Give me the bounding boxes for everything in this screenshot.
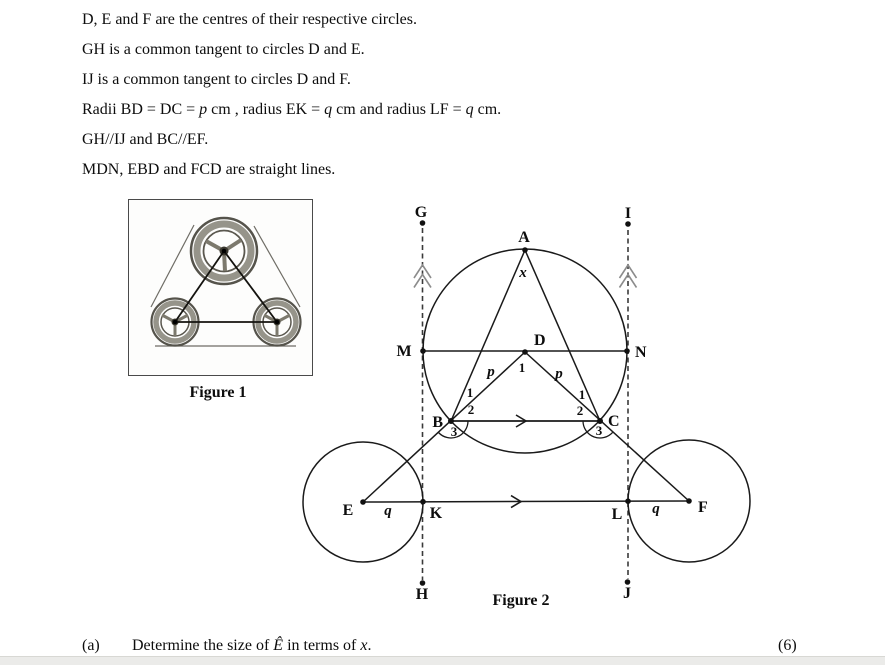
label-c: C bbox=[608, 413, 620, 430]
question-text-segment: . bbox=[367, 637, 372, 654]
line-ekf bbox=[363, 501, 689, 502]
point-h-dot bbox=[420, 580, 426, 586]
statement-tangent-gh: GH is a common tangent to circles D and E. bbox=[82, 41, 365, 58]
label-m: M bbox=[396, 343, 412, 360]
page-edge-strip bbox=[0, 656, 885, 665]
angle-3-at-b: 3 bbox=[450, 424, 458, 439]
label-f: F bbox=[698, 499, 708, 516]
figure1-caption: Figure 1 bbox=[189, 384, 247, 401]
pulley-photo-svg bbox=[128, 199, 313, 376]
angle-1-at-c: 1 bbox=[578, 387, 586, 402]
angle-x-at-a: x bbox=[519, 265, 527, 281]
radii-text: cm. bbox=[473, 101, 502, 118]
radii-text: cm and radius LF = bbox=[332, 101, 466, 118]
left-centre-dot bbox=[173, 320, 178, 325]
point-k-dot bbox=[420, 499, 426, 505]
point-j-dot bbox=[625, 579, 631, 585]
right-centre-dot bbox=[275, 320, 280, 325]
label-e: E bbox=[342, 502, 354, 519]
figure2-diagram bbox=[300, 195, 775, 615]
line-ab bbox=[451, 250, 525, 421]
point-d-dot bbox=[522, 349, 528, 355]
x-variable: x bbox=[360, 637, 368, 654]
radius-p-dc: p bbox=[555, 366, 563, 382]
radii-text: Radii BD = DC = bbox=[82, 101, 200, 118]
radius-q-ek: q bbox=[384, 503, 392, 519]
statement-tangent-ij: IJ is a common tangent to circles D and F. bbox=[82, 71, 351, 88]
point-l-dot bbox=[625, 498, 631, 504]
label-g: G bbox=[414, 204, 428, 221]
label-k: K bbox=[429, 505, 443, 522]
label-a: A bbox=[518, 229, 530, 246]
question-text-segment: in terms of bbox=[283, 637, 361, 654]
radius-p-var: p bbox=[199, 101, 208, 118]
angle-1-at-d: 1 bbox=[518, 360, 526, 375]
marks-badge: (6) bbox=[778, 637, 797, 654]
point-m-dot bbox=[420, 348, 426, 354]
question-part-label: (a) bbox=[82, 637, 100, 654]
radius-q-lf: q bbox=[652, 501, 660, 517]
angle-3-at-c: 3 bbox=[595, 423, 603, 438]
statement-parallels: GH//IJ and BC//EF. bbox=[82, 131, 209, 148]
question-text bbox=[132, 637, 372, 655]
line-fcd bbox=[525, 352, 689, 501]
radius-p-db: p bbox=[487, 364, 495, 380]
angle-2-at-c: 2 bbox=[576, 403, 584, 418]
point-n-dot bbox=[624, 348, 630, 354]
label-n: N bbox=[635, 344, 647, 361]
label-h: H bbox=[415, 586, 429, 603]
statement-centres: D, E and F are the centres of their respective circles. bbox=[82, 11, 417, 28]
statement-straight-lines: MDN, EBD and FCD are straight lines. bbox=[82, 161, 336, 178]
question-text-segment: Determine the size of bbox=[132, 637, 274, 654]
point-a-dot bbox=[522, 247, 528, 253]
line-ebd bbox=[363, 352, 525, 502]
angle-e-hat-symbol: Ê bbox=[273, 637, 284, 654]
point-g-dot bbox=[420, 220, 426, 226]
radii-text: cm , radius EK = bbox=[207, 101, 325, 118]
radius-q-var: q bbox=[465, 101, 474, 118]
point-f-dot bbox=[686, 498, 692, 504]
figure2-caption: Figure 2 bbox=[492, 592, 550, 609]
label-b: B bbox=[432, 414, 443, 431]
label-l: L bbox=[611, 506, 623, 523]
radius-q-var: q bbox=[324, 101, 333, 118]
geometry-svg bbox=[300, 195, 775, 615]
statement-radii bbox=[82, 100, 501, 120]
label-j: J bbox=[623, 585, 631, 602]
point-i-dot bbox=[625, 221, 631, 227]
gh-parallel-arrow-icon bbox=[414, 265, 431, 288]
label-i: I bbox=[624, 205, 632, 222]
point-e-dot bbox=[360, 499, 366, 505]
angle-1-at-b: 1 bbox=[466, 385, 474, 400]
top-centre-dot bbox=[222, 249, 227, 254]
angle-2-at-b: 2 bbox=[467, 402, 475, 417]
figure1-image bbox=[128, 199, 313, 376]
label-d: D bbox=[534, 332, 546, 349]
